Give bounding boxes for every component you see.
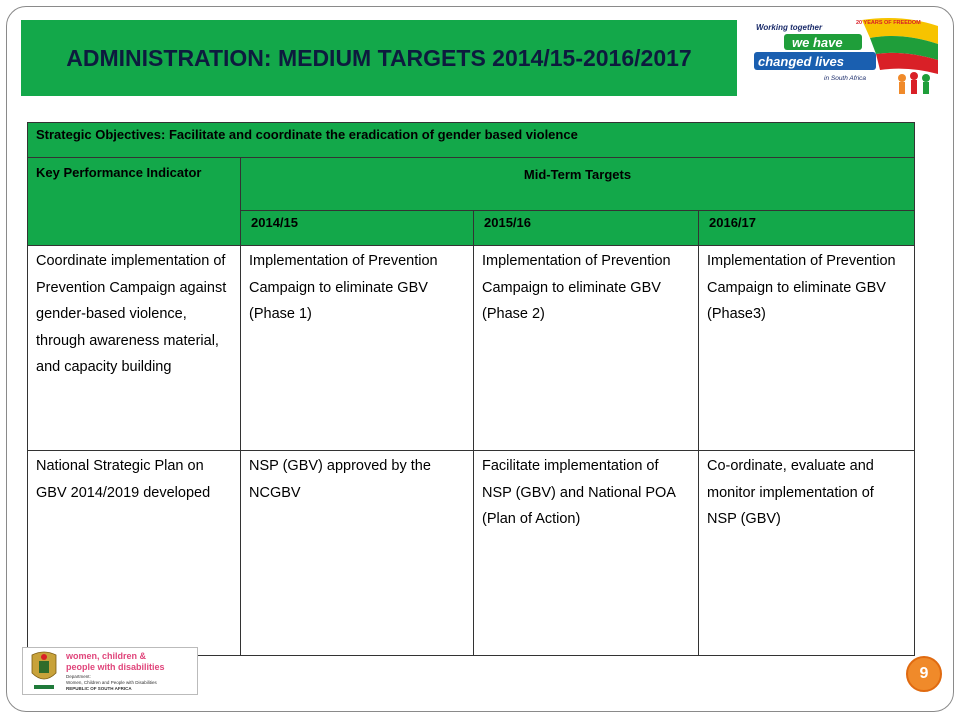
header-row — [28, 158, 915, 211]
kpi-header: Key Performance Indicator — [28, 158, 241, 246]
logo-bottom-line4: Women, Children and People with Disabilities — [66, 680, 157, 685]
logo-bottom-line5: REPUBLIC OF SOUTH AFRICA — [66, 686, 132, 691]
freedom-logo — [752, 14, 942, 98]
target-cell: Implementation of Prevention Campaign to eliminate GBV (Phase3) — [699, 246, 915, 451]
title-banner — [21, 20, 737, 96]
logo-top-line4: in South Africa — [824, 75, 867, 82]
logo-bottom-line2: people with disabilities — [66, 662, 165, 672]
freedom-logo-graphic — [752, 14, 942, 98]
kpi-cell: Coordinate implementation of Prevention Campaign against gender-based violence, through awareness material, and capacity building — [28, 246, 241, 451]
year-header: 2015/16 — [474, 211, 699, 246]
kpi-cell: National Strategic Plan on GBV 2014/2019 developed — [28, 451, 241, 656]
target-cell: Facilitate implementation of NSP (GBV) and National POA (Plan of Action) — [474, 451, 699, 656]
logo-top-line2: we have — [792, 35, 843, 50]
target-cell: Implementation of Prevention Campaign to eliminate GBV (Phase 1) — [241, 246, 474, 451]
logo-top-badge: 20 YEARS OF FREEDOM — [856, 20, 921, 26]
table-row — [28, 451, 915, 656]
mid-term-header: Mid-Term Targets — [241, 158, 915, 211]
logo-top-line3: changed lives — [758, 54, 844, 69]
targets-table — [27, 122, 915, 656]
target-cell: Implementation of Prevention Campaign to eliminate GBV (Phase 2) — [474, 246, 699, 451]
target-cell: NSP (GBV) approved by the NCGBV — [241, 451, 474, 656]
table-row — [28, 246, 915, 451]
year-header: 2014/15 — [241, 211, 474, 246]
department-logo-graphic — [22, 647, 198, 695]
target-cell: Co-ordinate, evaluate and monitor implementation of NSP (GBV) — [699, 451, 915, 656]
page-number-badge — [906, 656, 942, 692]
objective-row — [28, 123, 915, 158]
page-number: 9 — [919, 665, 929, 682]
objective-cell: Strategic Objectives: Facilitate and coordinate the eradication of gender based violence — [28, 123, 915, 158]
logo-top-line1: Working together — [756, 23, 823, 32]
department-logo — [22, 647, 198, 695]
logo-bottom-line3: Department: — [66, 674, 91, 679]
logo-bottom-line1: women, children & — [66, 651, 147, 661]
year-header: 2016/17 — [699, 211, 915, 246]
page-title: ADMINISTRATION: MEDIUM TARGETS 2014/15-2016/2017 — [66, 45, 692, 71]
